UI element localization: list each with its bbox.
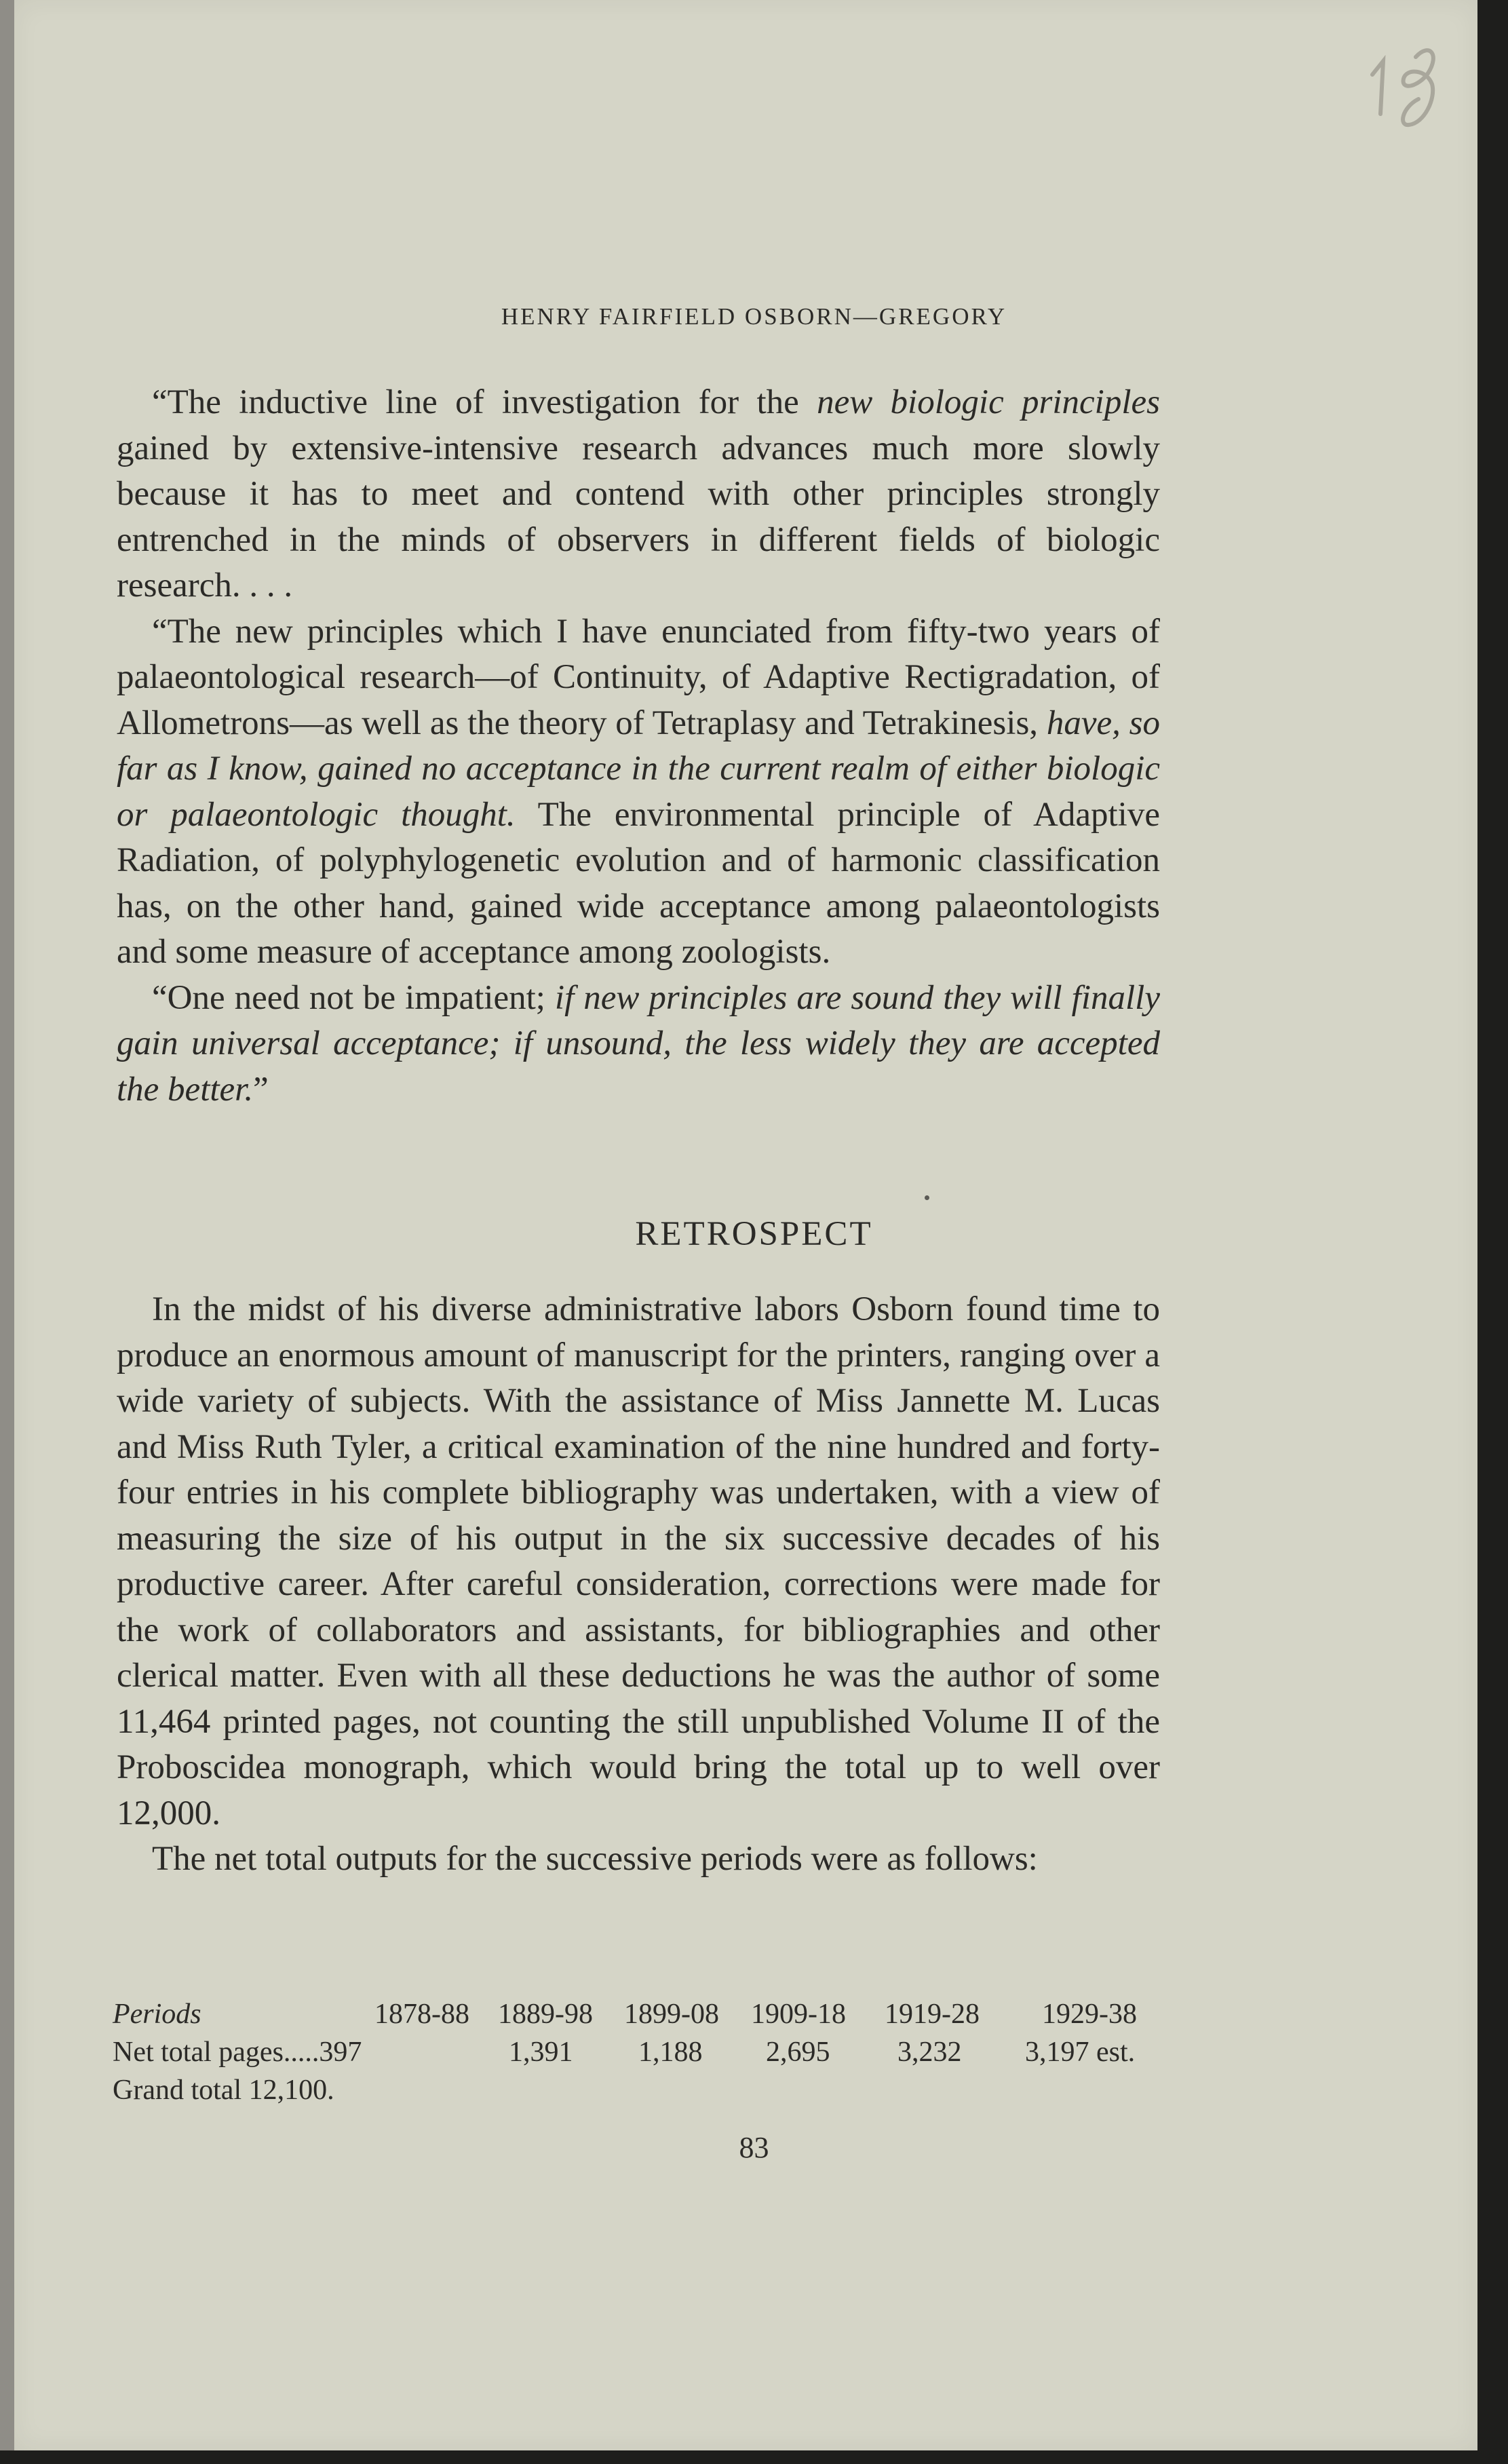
quote-1-text-b: gained by extensive-intensive research advances much more slowly because it has to meet and contend with other principles strongly entrenched in the minds of observers in different fields of biologic research. . . . [117, 429, 1160, 604]
pages-label-text: Net total pages..... [113, 2037, 320, 2068]
pages-cell: 1,188 [638, 2037, 703, 2068]
grand-total: Grand total 12,100. [113, 2075, 334, 2106]
period-cell: 1878-88 [374, 1999, 469, 2030]
quote-paragraph-1 [117, 380, 1160, 609]
quote-paragraph-3 [117, 976, 1160, 1113]
quote-2-text-a: “The new principles which I have enunciated from fifty-two years of palaeontological research—of Continuity, of Adaptive Rectigradation, of Allometrons—as well as the theory of Tetraplasy and Tetrakinesis, [117, 612, 1160, 742]
running-head: HENRY FAIRFIELD OSBORN—GREGORY [501, 303, 1007, 330]
grand-total-row [113, 2074, 1164, 2112]
periods-label: Periods [113, 1999, 201, 2030]
retrospect-body [117, 1287, 1160, 1883]
pages-label [113, 2036, 362, 2068]
quote-1-text-a: “The inductive line of investigation for the [152, 383, 817, 421]
page-number: 83 [739, 2131, 769, 2164]
quote-3-text-b: ” [253, 1070, 269, 1109]
period-cell: 1919-28 [885, 1999, 980, 2030]
osborn-quotation [117, 380, 1160, 1113]
quote-3-emphasis: if new principles are sound they will finally gain universal acceptance; if unsound, the less widely they are accepted the better. [117, 978, 1160, 1109]
quote-3-text-a: “One need not be impatient; [152, 978, 555, 1017]
pages-cell: 3,232 [897, 2037, 962, 2068]
period-cell: 1929-38 [1042, 1999, 1137, 2030]
periods-row [113, 1998, 1164, 2036]
retrospect-paragraph-2: The net total outputs for the successive periods were as follows: [152, 1840, 1038, 1878]
period-cell: 1899-08 [624, 1999, 719, 2030]
retrospect-paragraph-1: In the midst of his diverse administrative labors Osborn found time to produce an enormous amount of manuscript for the printers, ranging over a wide variety of subjects. With the assistance of Miss Jannette M. Lucas and Miss Ruth Tyler, a critical examination of the nine hundred and forty-four entries in his complete bibliography was undertaken, with a view of measuring the size of his output in the six successive decades of his productive career. After careful consideration, corrections were made for the work of collaborators and assistants, for bibliographies and other clerical matter. Even with all these deductions he was the author of some 11,464 printed pages, not counting the still unpublished Volume II of the Proboscidea monograph, which would bring the total up to well over 12,000. [117, 1290, 1160, 1832]
quote-2-text-b: The environmental principle of Adaptive Radiation, of polyphylogenetic evolution and of harmonic classification has, on the other hand, gained wide acceptance among palaeontologists and some measure of acceptance among zoologists. [117, 795, 1160, 971]
print-speck [925, 1195, 929, 1200]
scan-border-bottom [0, 2450, 1508, 2464]
pages-cell: 2,695 [766, 2037, 830, 2068]
quote-2-emphasis: have, so far as I know, gained no acceptance in the current realm of either biologic or palaeontologic thought. [117, 704, 1160, 834]
period-cell: 1889-98 [498, 1999, 593, 2030]
output-table [113, 1998, 1164, 2112]
period-cell: 1909-18 [751, 1999, 846, 2030]
quote-1-emphasis: new biologic principles [817, 383, 1160, 421]
handwritten-folio-mark [1353, 34, 1455, 142]
pages-row [113, 2036, 1164, 2074]
section-heading: RETROSPECT [635, 1215, 873, 1253]
quote-paragraph-2 [117, 609, 1160, 976]
pages-cell: 397 [319, 2037, 362, 2068]
pages-cell: 3,197 est. [1025, 2037, 1136, 2068]
pages-cell: 1,391 [509, 2037, 573, 2068]
